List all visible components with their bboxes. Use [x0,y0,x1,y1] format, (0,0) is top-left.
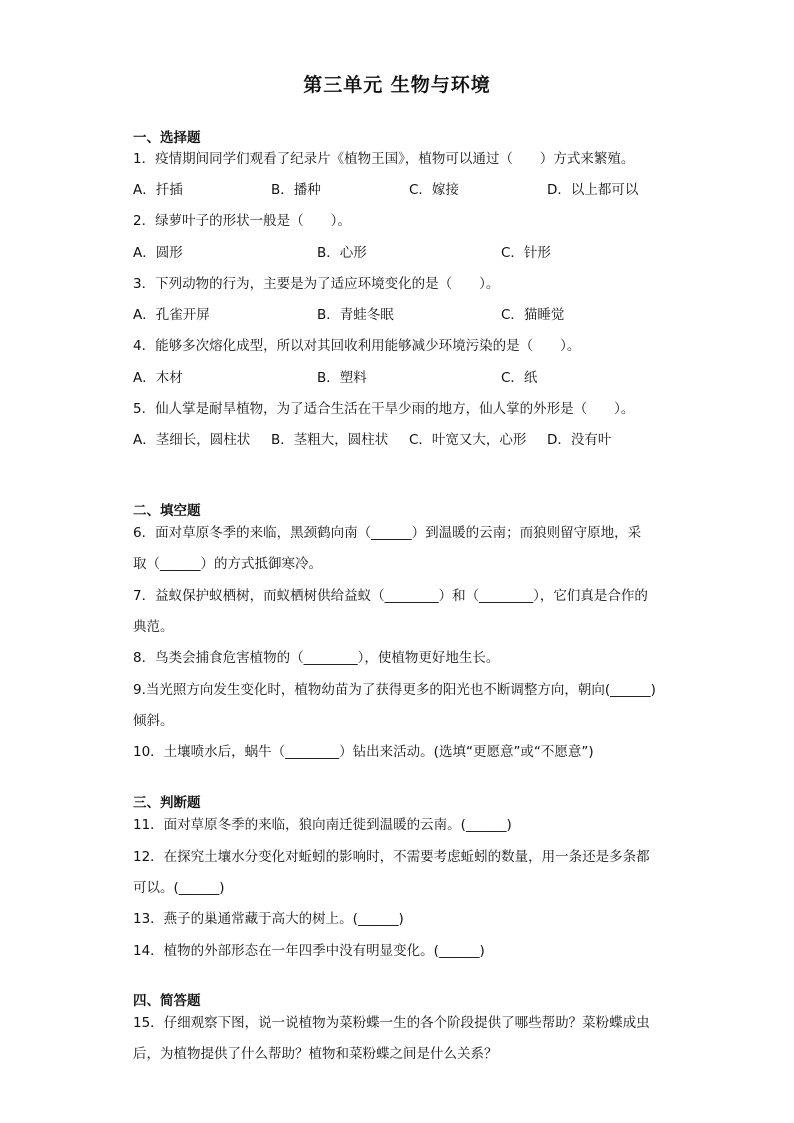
question-4-text: 4．能够多次熔化成型，所以对其回收利用能够减少环境污染的是（ ）。 [133,338,581,354]
question-4-option-b: B．塑料 [317,370,367,386]
section-heading-short-answer: 四、简答题 [133,993,201,1009]
question-4-option-c: C．纸 [501,370,538,386]
question-12-line-1: 12．在探究土壤水分变化对蚯蚓的影响时，不需要考虑蚯蚓的数量，用一条还是多条都 [133,849,650,865]
question-12-line-2: 可以。(______) [133,880,225,896]
question-11-line-1: 11．面对草原冬季的来临，狼向南迁徙到温暖的云南。(______) [133,817,512,833]
question-6-line-1: 6．面对草原冬季的来临，黑颈鹤向南（______）到温暖的云南；而狼则留守原地，采 [133,525,642,541]
question-2-option-c: C．针形 [501,245,551,261]
section-heading-true-false: 三、判断题 [133,795,201,811]
question-1-text: 1．疫情期间同学们观看了纪录片《植物王国》，植物可以通过（ ）方式来繁殖。 [133,151,635,167]
question-2-option-b: B．心形 [317,245,367,261]
question-13-line-1: 13．燕子的巢通常藏于高大的树上。(______) [133,911,404,927]
question-1-option-a: A．扦插 [133,182,183,198]
question-15-line-1: 15．仔细观察下图，说一说植物为菜粉蝶一生的各个阶段提供了哪些帮助？菜粉蝶成虫 [133,1015,650,1031]
question-2-text: 2．绿萝叶子的形状一般是（ ）。 [133,213,351,229]
question-3-option-c: C．猫睡觉 [501,307,565,323]
question-3-option-a: A．孔雀开屏 [133,307,210,323]
question-2-option-a: A．圆形 [133,245,183,261]
question-1-option-b: B．播种 [271,182,321,198]
question-14-line-1: 14．植物的外部形态在一年四季中没有明显变化。(______) [133,943,485,959]
section-heading-choice: 一、选择题 [133,130,201,146]
question-5-option-d: D．没有叶 [547,432,612,448]
question-1-option-c: C．嫁接 [409,182,459,198]
question-4-option-a: A．木材 [133,370,183,386]
question-15-line-2: 后，为植物提供了什么帮助？植物和菜粉蝶之间是什么关系？ [133,1046,498,1062]
question-3-text: 3．下列动物的行为，主要是为了适应环境变化的是（ ）。 [133,276,500,292]
question-8-line-1: 8．鸟类会捕食危害植物的（________），使植物更好地生长。 [133,650,500,666]
question-7-line-2: 典范。 [133,619,174,635]
question-5-option-a: A．茎细长，圆柱状 [133,432,251,448]
section-heading-fill-in: 二、填空题 [133,503,201,519]
question-5-option-b: B．茎粗大，圆柱状 [271,432,389,448]
question-5-option-c: C．叶宽又大，心形 [409,432,527,448]
question-5-text: 5．仙人掌是耐旱植物，为了适合生活在干旱少雨的地方，仙人掌的外形是（ ）。 [133,401,635,417]
question-10-line-1: 10．土壤喷水后，蜗牛（________）钻出来活动。(选填“更愿意”或“不愿意”) [133,744,594,760]
question-7-line-1: 7．益蚁保护蚁栖树，而蚁栖树供给益蚁（________）和（________），它们真是合作的 [133,588,648,604]
question-9-line-1: 9.当光照方向发生变化时，植物幼苗为了获得更多的阳光也不断调整方向，朝向(______) [133,682,656,698]
question-9-line-2: 倾斜。 [133,713,174,729]
question-1-option-d: D．以上都可以 [547,182,639,198]
question-3-option-b: B．青蛙冬眠 [317,307,394,323]
question-6-line-2: 取（______）的方式抵御寒冷。 [133,556,322,572]
page-title: 第三单元 生物与环境 [303,74,491,96]
